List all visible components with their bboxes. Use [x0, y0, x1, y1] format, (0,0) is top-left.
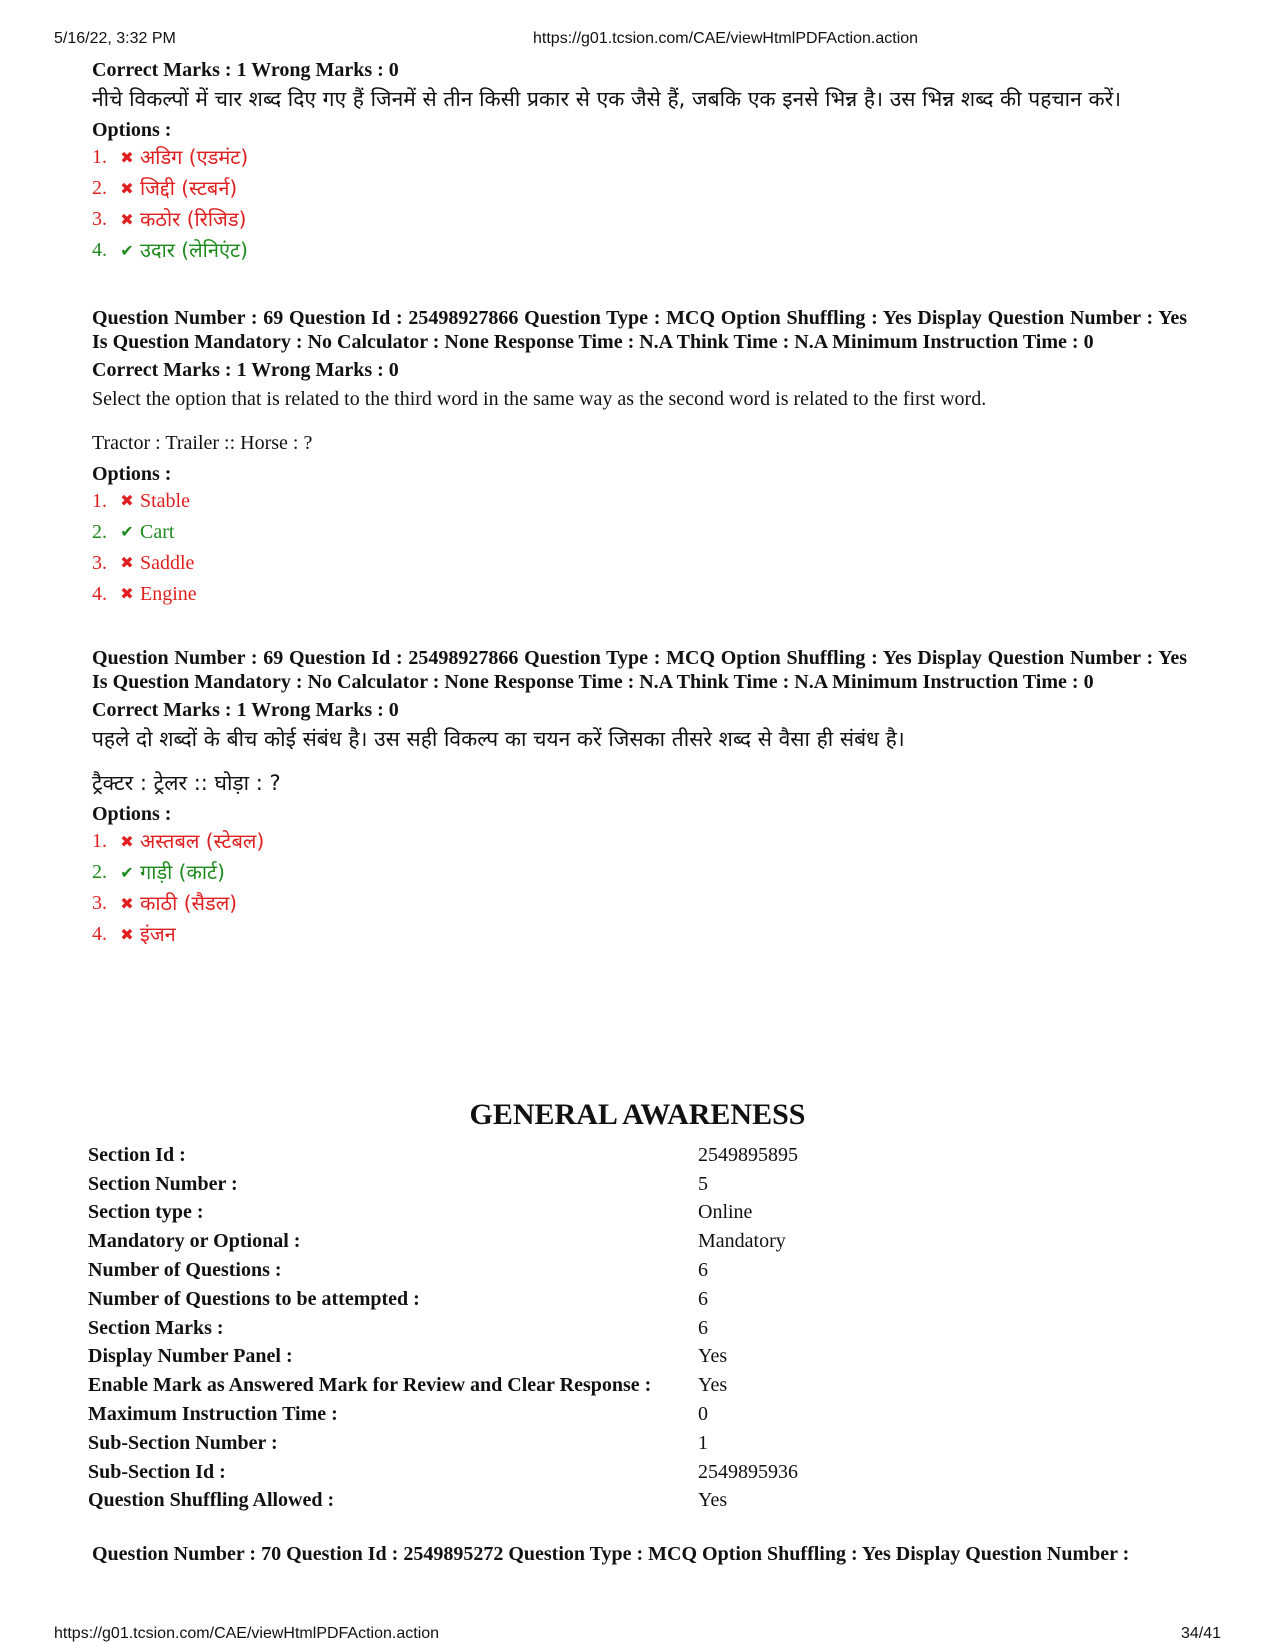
option-text: Engine	[140, 583, 197, 605]
options-list	[92, 142, 1187, 266]
section-info-row	[88, 1371, 1188, 1400]
option-item	[92, 486, 1187, 517]
section-info-row	[88, 1285, 1188, 1314]
option-number: 1.	[92, 490, 107, 512]
section-info-row	[88, 1199, 1188, 1228]
option-item	[92, 142, 1187, 173]
section-info-value: Yes	[698, 1489, 728, 1512]
cross-icon: ✖	[120, 586, 134, 603]
cross-icon: ✖	[120, 210, 134, 229]
option-text: कठोर (रिजिड)	[140, 207, 247, 231]
section-info-value: Mandatory	[698, 1230, 786, 1253]
option-number: 3.	[92, 208, 107, 230]
option-number: 2.	[92, 521, 107, 543]
options-label: Options :	[92, 803, 172, 825]
option-text: Cart	[140, 521, 175, 543]
option-item	[92, 857, 1187, 888]
marks-line: Correct Marks : 1 Wrong Marks : 0	[92, 699, 399, 721]
section-info-value: 6	[698, 1259, 708, 1282]
question-meta: Question Number : 69 Question Id : 25498927866 Question Type : MCQ Option Shuffling : Yes Display Question Number : Yes Is Question Mandatory : No Calculator : None Response Time : N.A Think Time : N.A Minimum Instruction Time : 0	[92, 307, 1187, 353]
section-info-row	[88, 1227, 1188, 1256]
section-info-label: Mandatory or Optional :	[88, 1230, 301, 1253]
cross-icon: ✖	[120, 894, 134, 913]
footer-url: https://g01.tcsion.com/CAE/viewHtmlPDFAction.action	[54, 1625, 440, 1642]
section-info-row	[88, 1487, 1188, 1516]
analogy-text: Tractor : Trailer :: Horse : ?	[92, 432, 313, 454]
options-label: Options :	[92, 463, 172, 485]
print-date: 5/16/22, 3:32 PM	[54, 30, 176, 47]
option-number: 3.	[92, 552, 107, 574]
cross-icon: ✖	[120, 493, 134, 510]
cross-icon: ✖	[120, 925, 134, 944]
options-label: Options :	[92, 119, 172, 141]
question-text: नीचे विकल्पों में चार शब्द दिए गए हैं जिनमें से तीन किसी प्रकार से एक जैसे हैं, जबकि एक इनसे भिन्न है। उस भिन्न शब्द की पहचान करें।	[92, 87, 1122, 111]
option-number: 3.	[92, 892, 107, 914]
section-info-row	[88, 1314, 1188, 1343]
section-info-value: 6	[698, 1287, 708, 1310]
section-info-label: Section type :	[88, 1201, 204, 1224]
section-info-label: Sub-Section Number :	[88, 1431, 278, 1454]
question-block-2	[92, 306, 1187, 610]
section-info-value: 6	[698, 1316, 708, 1339]
section-info-value: 2549895895	[698, 1143, 798, 1166]
section-info-row	[88, 1458, 1188, 1487]
section-title: GENERAL AWARENESS	[469, 1098, 806, 1131]
section-info-label: Question Shuffling Allowed :	[88, 1489, 335, 1512]
section-info-label: Maximum Instruction Time :	[88, 1403, 338, 1426]
section-info-value: 2549895936	[698, 1460, 798, 1483]
section-info-value: Yes	[698, 1374, 728, 1397]
option-text: जिद्दी (स्टबर्न)	[140, 176, 238, 200]
cross-icon: ✖	[120, 179, 134, 198]
marks-line: Correct Marks : 1 Wrong Marks : 0	[92, 359, 399, 381]
cross-icon: ✖	[120, 555, 134, 572]
option-number: 4.	[92, 583, 107, 605]
options-list	[92, 486, 1187, 610]
check-icon: ✔	[120, 863, 134, 882]
check-icon: ✔	[120, 524, 134, 541]
option-number: 2.	[92, 861, 107, 883]
page-number: 34/41	[1180, 1625, 1221, 1642]
marks-line: Correct Marks : 1 Wrong Marks : 0	[92, 59, 399, 81]
option-item	[92, 548, 1187, 579]
option-text: Stable	[140, 490, 190, 512]
check-icon: ✔	[120, 241, 134, 260]
header-url: https://g01.tcsion.com/CAE/viewHtmlPDFAction.action	[533, 30, 919, 47]
question-block-1	[92, 58, 1187, 266]
option-item	[92, 919, 1187, 950]
question-text: Select the option that is related to the third word in the same way as the second word is related to the first word.	[92, 388, 987, 410]
section-info-value: 0	[698, 1403, 708, 1426]
option-text: गाड़ी (कार्ट)	[140, 860, 225, 884]
question-text: पहले दो शब्दों के बीच कोई संबंध है। उस सही विकल्प का चयन करें जिसका तीसरे शब्द से वैसा ही संबंध है।	[92, 727, 905, 751]
section-info-value: 1	[698, 1431, 708, 1454]
section-info-table	[88, 1141, 1188, 1515]
option-number: 1.	[92, 830, 107, 852]
section-info-value: 5	[698, 1172, 708, 1195]
section-info-row	[88, 1256, 1188, 1285]
cross-icon: ✖	[120, 832, 134, 851]
section-info-label: Section Marks :	[88, 1316, 224, 1339]
option-text: Saddle	[140, 552, 195, 574]
option-item	[92, 579, 1187, 610]
option-item	[92, 173, 1187, 204]
question-block-3	[92, 646, 1187, 950]
option-item	[92, 826, 1187, 857]
option-text: अडिग (एडमंट)	[140, 145, 249, 169]
option-item	[92, 235, 1187, 266]
section-info-value: Yes	[698, 1345, 728, 1368]
option-item	[92, 517, 1187, 548]
section-info-label: Section Id :	[88, 1143, 186, 1166]
section-info-row	[88, 1429, 1188, 1458]
option-text: उदार (लेनिएंट)	[140, 238, 248, 262]
option-text: इंजन	[140, 922, 176, 946]
section-info-label: Enable Mark as Answered Mark for Review and Clear Response :	[88, 1374, 652, 1397]
section-info-label: Display Number Panel :	[88, 1345, 293, 1368]
question-70-meta: Question Number : 70 Question Id : 2549895272 Question Type : MCQ Option Shuffling : Yes Display Question Number :	[92, 1543, 1130, 1565]
section-info-row	[88, 1343, 1188, 1372]
analogy-text: ट्रैक्टर : ट्रेलर :: घोड़ा : ?	[92, 771, 281, 795]
question-content	[92, 58, 1187, 986]
section-info-value: Online	[698, 1201, 753, 1224]
section-info-label: Number of Questions to be attempted :	[88, 1287, 420, 1310]
cross-icon: ✖	[120, 148, 134, 167]
option-number: 4.	[92, 923, 107, 945]
options-list	[92, 826, 1187, 950]
option-item	[92, 204, 1187, 235]
section-info-label: Section Number :	[88, 1172, 238, 1195]
section-info-row	[88, 1170, 1188, 1199]
question-meta: Question Number : 69 Question Id : 25498927866 Question Type : MCQ Option Shuffling : Yes Display Question Number : Yes Is Question Mandatory : No Calculator : None Response Time : N.A Think Time : N.A Minimum Instruction Time : 0	[92, 647, 1187, 693]
section-info-label: Number of Questions :	[88, 1259, 282, 1282]
section-info-row	[88, 1141, 1188, 1170]
option-number: 4.	[92, 239, 107, 261]
option-text: काठी (सैडल)	[140, 891, 238, 915]
section-info-row	[88, 1400, 1188, 1429]
option-text: अस्तबल (स्टेबल)	[140, 829, 265, 853]
option-number: 1.	[92, 146, 107, 168]
option-number: 2.	[92, 177, 107, 199]
section-info-label: Sub-Section Id :	[88, 1460, 226, 1483]
option-item	[92, 888, 1187, 919]
